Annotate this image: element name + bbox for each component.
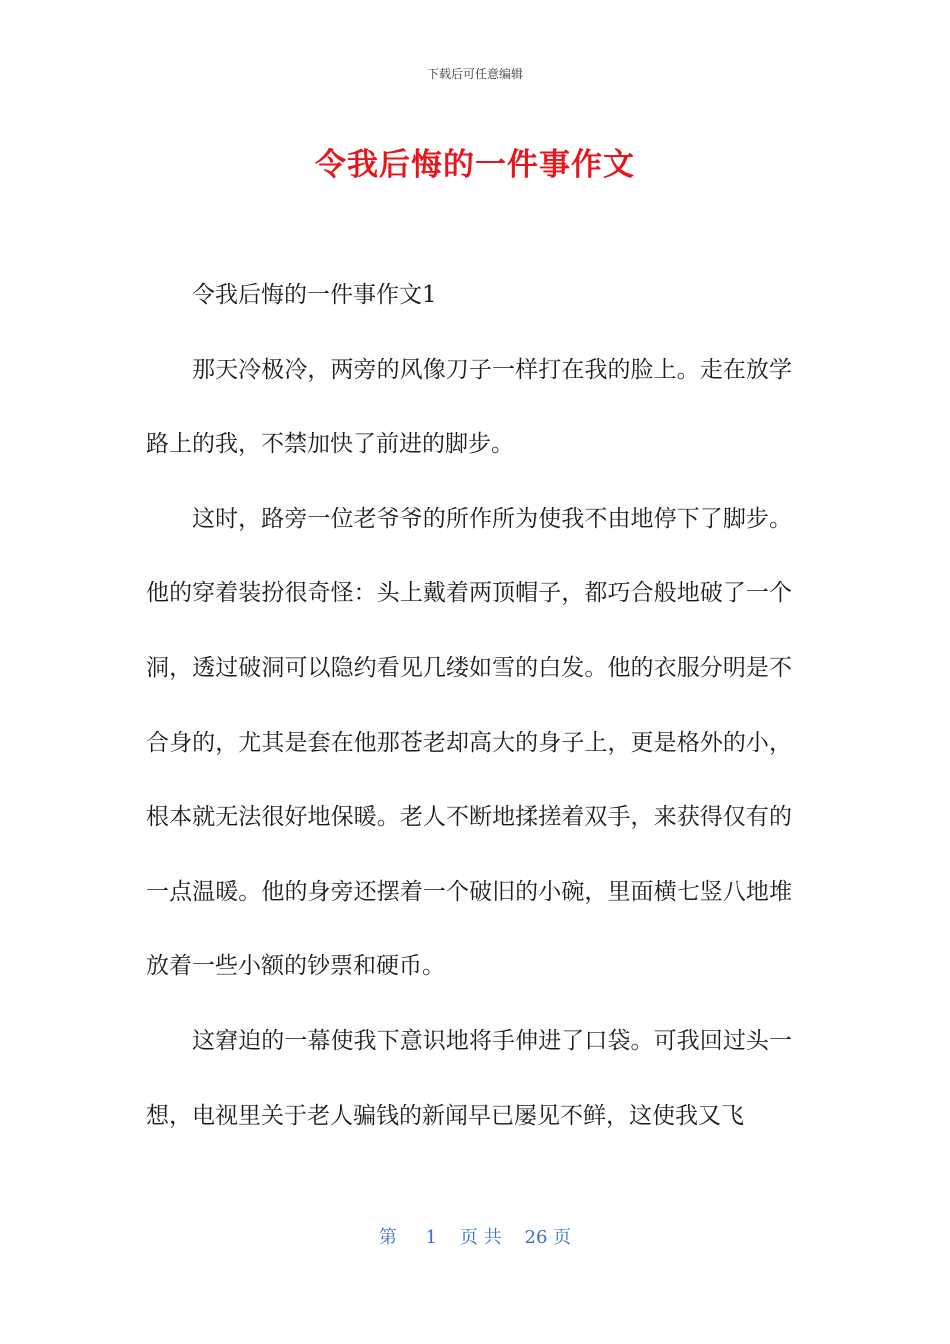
paragraph: 这时，路旁一位老爷爷的所作所为使我不由地停下了脚步。他的穿着装扮很奇怪：头上戴着两顶帽子，都巧合般地破了一个洞，透过破洞可以隐约看见几缕如雪的白发。他的衣服分明是不合身的，尤其是套在他那苍老却高大的身子上，更是格外的小，根本就无法很好地保暖。老人不断地揉搓着双手，来获得仅有的一点温暖。他的身旁还摆着一个破旧的小碗，里面横七竖八地堆放着一些小额的钞票和硬币。	[146, 505, 792, 980]
footer-prefix: 第	[378, 1227, 397, 1248]
footer-total-pages: 26	[524, 1227, 548, 1248]
footer-current-page: 1	[425, 1227, 437, 1248]
page-footer	[0, 1226, 950, 1250]
document-title: 令我后悔的一件事作文	[315, 147, 635, 183]
paragraph: 那天冷极冷，两旁的风像刀子一样打在我的脸上。走在放学路上的我，不禁加快了前进的脚步。	[146, 356, 792, 458]
section-heading: 令我后悔的一件事作文1	[192, 282, 437, 308]
document-body	[146, 258, 792, 1153]
footer-middle: 页 共	[459, 1227, 502, 1248]
paragraph: 这窘迫的一幕使我下意识地将手伸进了口袋。可我回过头一想，电视里关于老人骗钱的新闻早已屡见不鲜，这使我又飞	[146, 1027, 792, 1129]
footer-suffix: 页	[553, 1227, 572, 1248]
header-note: 下载后可任意编辑	[426, 67, 523, 81]
